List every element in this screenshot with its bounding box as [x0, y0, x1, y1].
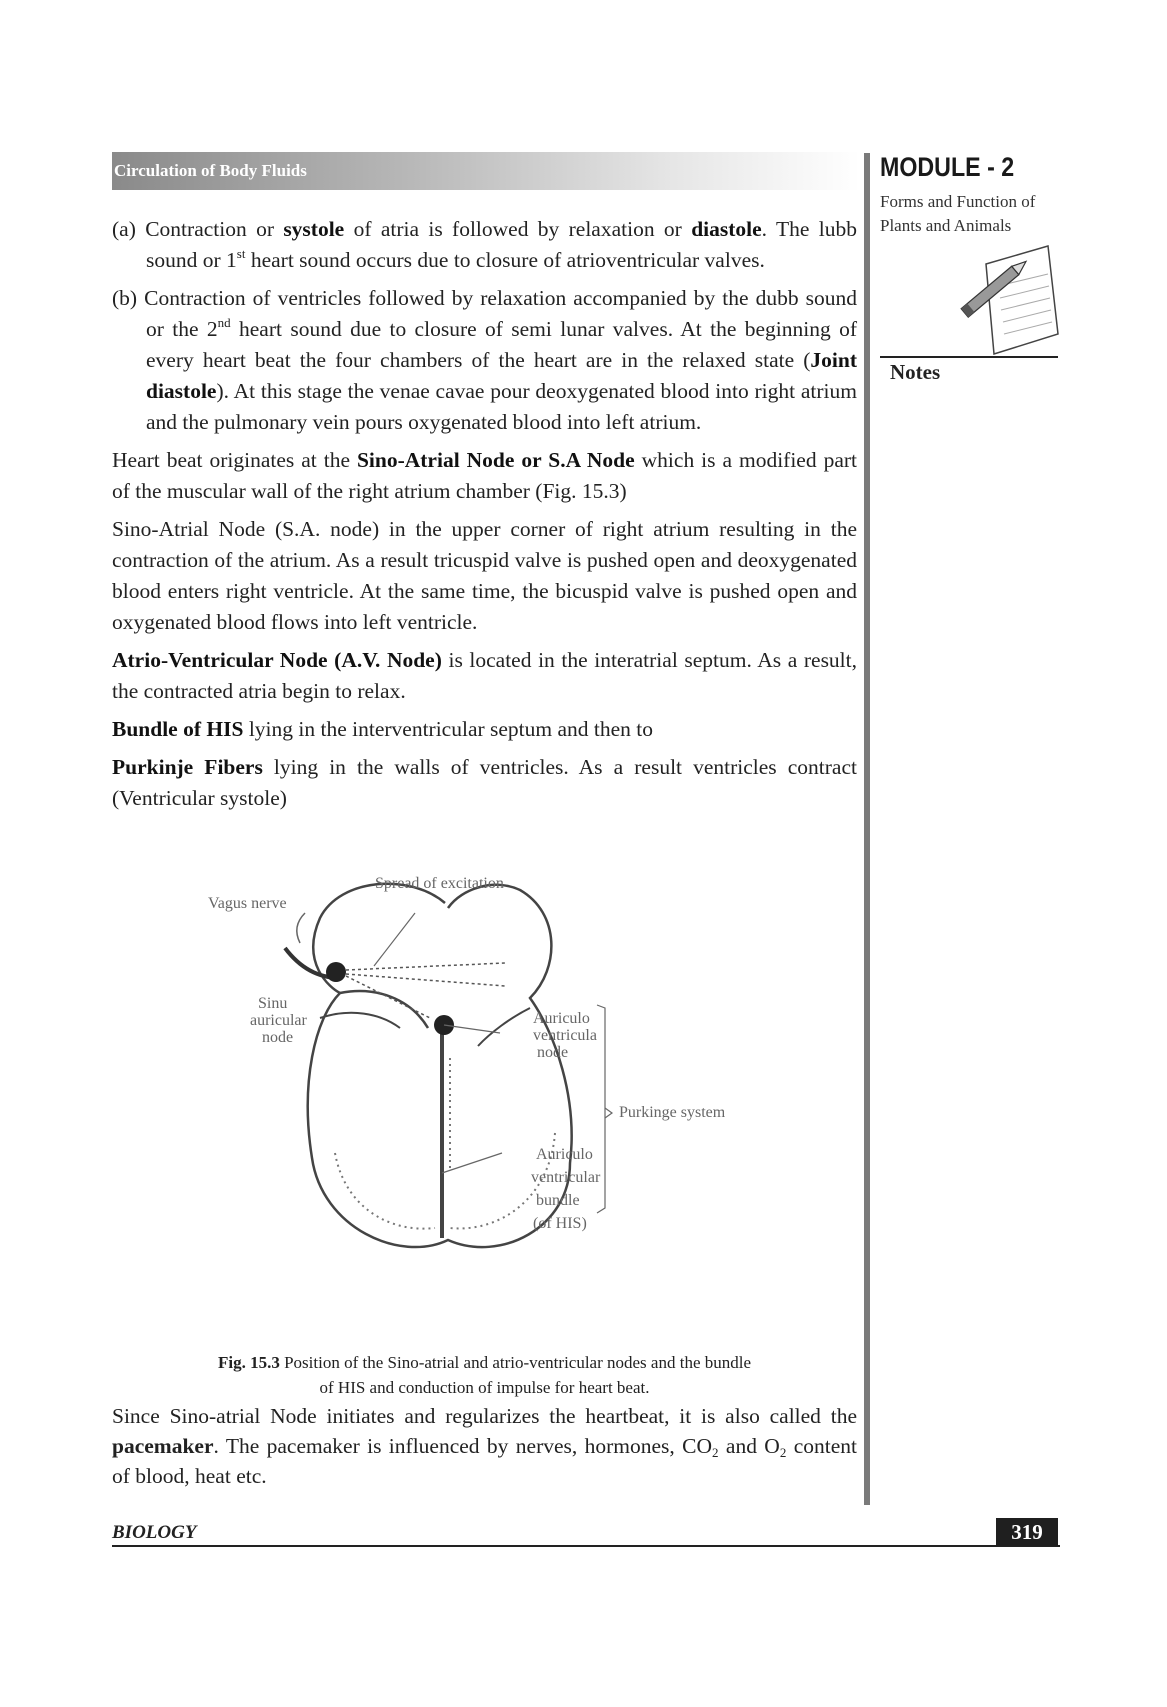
- module-title: MODULE - 2: [880, 152, 1015, 182]
- caption-label: Fig. 15.3: [217, 1353, 280, 1372]
- paragraph-sa-node: Heart beat originates at the Sino-Atrial Node or S.A Node which is a modified part of the muscular wall of the right atrium chamber (Fig. 15.3): [112, 448, 857, 503]
- notes-label: Notes: [890, 360, 941, 384]
- label-av-node: node: [537, 1044, 569, 1061]
- paragraph-purkinje: Purkinje Fibers lying in the walls of ventricles. As a result ventricles contract (Ventricular systole): [112, 755, 857, 810]
- paragraph-av-node: Atrio-Ventricular Node (A.V. Node) is located in the interatrial septum. As a result, the contracted atria begin to relax.: [112, 648, 858, 703]
- paragraph-bundle-his: Bundle of HIS lying in the interventricular septum and then to: [112, 717, 654, 741]
- label-purkinge-system: Purkinge system: [619, 1104, 726, 1121]
- main-text: [112, 214, 857, 821]
- notes-rule: [880, 356, 1058, 358]
- label-vagus-nerve: Vagus nerve: [208, 895, 287, 912]
- label-bundle-ventricular: ventricular: [531, 1169, 601, 1186]
- label-sinu: Sinu: [258, 995, 288, 1012]
- closing-paragraph: Since Sino-atrial Node initiates and regularizes the heartbeat, it is also called the pacemaker. The pacemaker is influenced by nerves, hormones, $CO_2$ and $O_2$ content of blood, heat etc.: [112, 1404, 857, 1488]
- footer-rule: [112, 1545, 1060, 1547]
- module-subtitle: Forms and Function of Plants and Animals: [880, 192, 1036, 235]
- sa-node: [326, 962, 346, 982]
- label-spread-excitation: Spread of excitation: [375, 875, 504, 892]
- paragraph-sa-contraction: Sino-Atrial Node (S.A. node) in the upper corner of right atrium resulting in the contraction of the atrium. As a result tricuspid valve is pushed open and deoxygenated blood enters right ventricle. At the same time, the bicuspid valve is pushed open and oxygenated blood flows into left ventricle.: [112, 517, 857, 634]
- list-item-b: (b) Contraction of ventricles followed by relaxation accompanied by the dubb sound or the 2nd heart sound due to closure of semi lunar valves. At the beginning of every heart beat the four chambers of the heart are in the relaxed state (Joint diastole). At this stage the venae cavae pour deoxygenated blood into right atrium and the pulmonary vein pours oxygenated blood into left atrium.: [112, 286, 857, 434]
- chapter-header-bar: [112, 152, 860, 190]
- label-node: node: [262, 1029, 294, 1046]
- label-bundle-auriculo: Auriculo: [536, 1146, 593, 1163]
- margin-divider: [864, 153, 870, 1505]
- heart-conduction-figure: [200, 868, 800, 1258]
- figure-caption: [112, 1350, 857, 1400]
- atrial-septum-curve: [340, 991, 428, 1028]
- vagus-nerve-branch: [297, 913, 305, 943]
- label-ventricula: ventricula: [533, 1027, 597, 1044]
- notepad-pencil-icon: [948, 244, 1060, 366]
- label-auricular: auricular: [250, 1012, 307, 1029]
- heart-outline: [308, 884, 572, 1247]
- av-valve-right: [478, 1008, 530, 1046]
- list-item-a: (a) Contraction or systole of atria is followed by relaxation or diastole. The lubb sound or 1st heart sound occurs due to closure of atrioventricular valves.: [112, 217, 857, 272]
- page-number: 319: [996, 1518, 1058, 1546]
- label-of-his: (of HIS): [533, 1215, 587, 1232]
- chapter-title: Circulation of Body Fluids: [114, 161, 307, 180]
- label-bundle: bundle: [536, 1192, 580, 1209]
- av-valve-left: [320, 1013, 400, 1028]
- caption-line-2: of HIS and conduction of impulse for heart beat.: [319, 1378, 650, 1397]
- label-auriculo: Auriculo: [533, 1010, 590, 1027]
- footer-subject: BIOLOGY: [112, 1522, 197, 1543]
- caption-text: Position of the Sino-atrial and atrio-ventricular nodes and the bundle: [279, 1353, 752, 1372]
